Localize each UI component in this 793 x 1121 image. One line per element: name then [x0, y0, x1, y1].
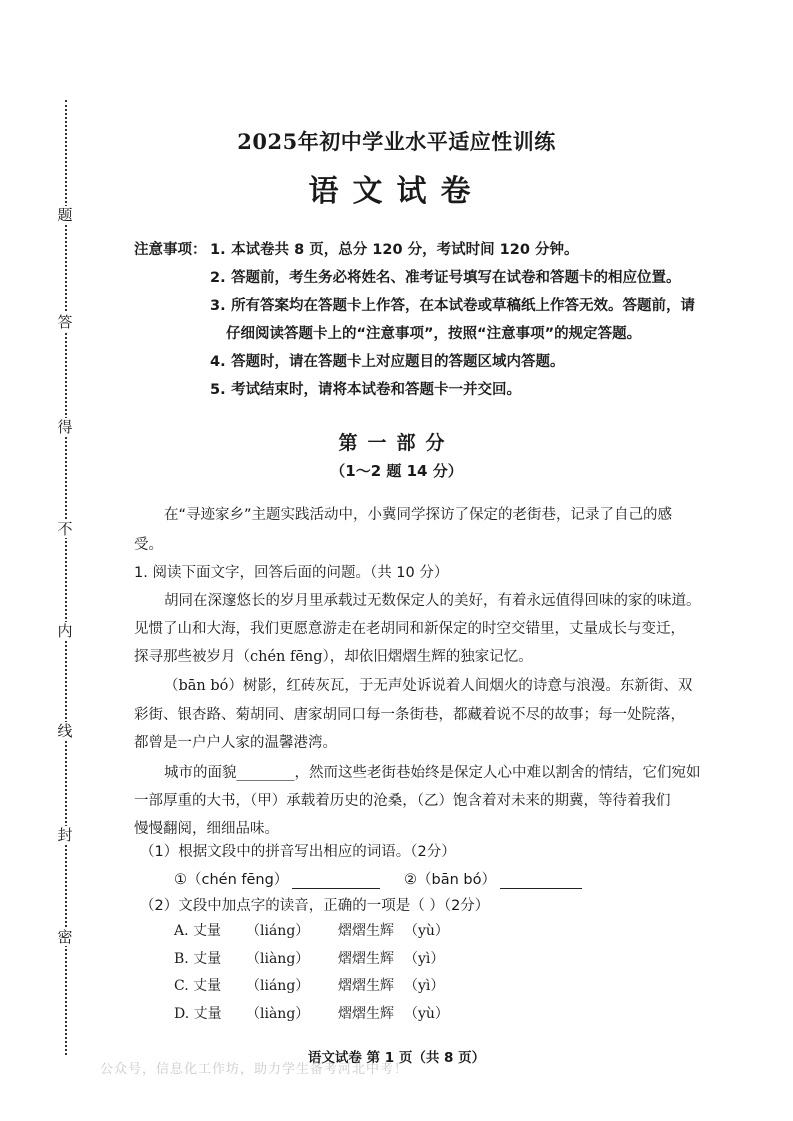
watermark-text: 公众号，信息化工作坊，助力学生备考河北中考！ — [100, 1062, 409, 1077]
note-item-continuation: 仔细阅读答题卡上的“注意事项”，按照“注意事项”的规定答题。 — [226, 326, 642, 342]
passage-line: 慢慢翻阅，细细品味。 — [134, 821, 279, 837]
option-a[interactable]: A. 丈量 （liáng） 熠熠生辉 （yù） — [174, 923, 449, 939]
note-item: 2. 答题前，考生务必将姓名、准考证号填写在试卷和答题卡的相应位置。 — [210, 270, 681, 286]
note-item: 3. 所有答案均在答题卡上作答，在本试卷或草稿纸上作答无效。答题前，请 — [210, 298, 696, 314]
page-footer: 语文试卷 第 1 页（共 8 页） — [307, 1050, 486, 1066]
seal-char: 封 — [57, 826, 73, 844]
option-c[interactable]: C. 丈量 （liáng） 熠熠生辉 （yì） — [174, 978, 445, 994]
subquestion-2: （2）文段中加点字的读音，正确的一项是（ ）（2分） — [140, 898, 490, 914]
passage-line: 都曾是一户户人家的温馨港湾。 — [134, 735, 337, 751]
seal-char: 得 — [57, 418, 73, 436]
intro-line: 在“寻迹家乡”主题实践活动中，小冀同学探访了保定的老街巷，记录了自己的感 — [164, 507, 673, 523]
seal-char: 内 — [57, 622, 73, 640]
subject-title: 语文试卷 — [308, 174, 485, 209]
subquestion-1: （1）根据文段中的拼音写出相应的词语。（2分） — [140, 844, 456, 860]
note-item: 1. 本试卷共 8 页，总分 120 分，考试时间 120 分钟。 — [210, 242, 579, 258]
note-item: 4. 答题时，请在答题卡上对应题目的答题区域内答题。 — [210, 354, 565, 370]
seal-char: 密 — [57, 928, 73, 946]
seal-char: 题 — [57, 206, 73, 224]
passage-line: 一部厚重的大书，（甲）承载着历史的沧桑，（乙）饱含着对未来的期冀，等待着我们 — [134, 793, 671, 809]
seal-char: 线 — [57, 722, 73, 740]
passage-line: 探寻那些被岁月（chén fēng），却依旧熠熠生辉的独家记忆。 — [134, 649, 533, 665]
part-title: 第一部分 — [338, 432, 455, 454]
passage-line: 彩街、银杏路、菊胡同、唐家胡同口每一条街巷，都藏着说不尽的故事；每一处院落， — [134, 707, 685, 723]
notes-label: 注意事项： — [134, 242, 207, 258]
answer-blank-1[interactable]: ①（chén fēng） — [174, 868, 380, 889]
option-d[interactable]: D. 丈量 （liàng） 熠熠生辉 （yù） — [174, 1006, 449, 1022]
answer-blank-2[interactable]: ②（bān bó） — [404, 868, 582, 889]
seal-char: 不 — [57, 520, 73, 538]
intro-line: 受。 — [134, 537, 163, 553]
seal-line — [65, 100, 67, 1055]
passage-line: 城市的面貌________，然而这些老街巷始终是保定人心中难以割舍的情结，它们宛如 — [164, 765, 701, 781]
note-item: 5. 考试结束时，请将本试卷和答题卡一并交回。 — [210, 382, 522, 398]
exam-title: 2025年初中学业水平适应性训练 — [237, 129, 556, 154]
passage-line: 胡同在深邃悠长的岁月里承载过无数保定人的美好，有着永远值得回味的家的味道。 — [164, 593, 701, 609]
part-subtitle: （1～2 题 14 分） — [330, 462, 463, 480]
option-b[interactable]: B. 丈量 （liàng） 熠熠生辉 （yì） — [174, 951, 445, 967]
passage-line: 见惯了山和大海，我们更愿意游走在老胡同和新保定的时空交错里，丈量成长与变迁， — [134, 621, 685, 637]
question-stem: 1. 阅读下面文字，回答后面的问题。（共 10 分） — [134, 565, 449, 581]
seal-char: 答 — [57, 313, 73, 331]
passage-line: （bān bó）树影，红砖灰瓦，于无声处诉说着人间烟火的诗意与浪漫。东新街、双 — [164, 678, 693, 694]
